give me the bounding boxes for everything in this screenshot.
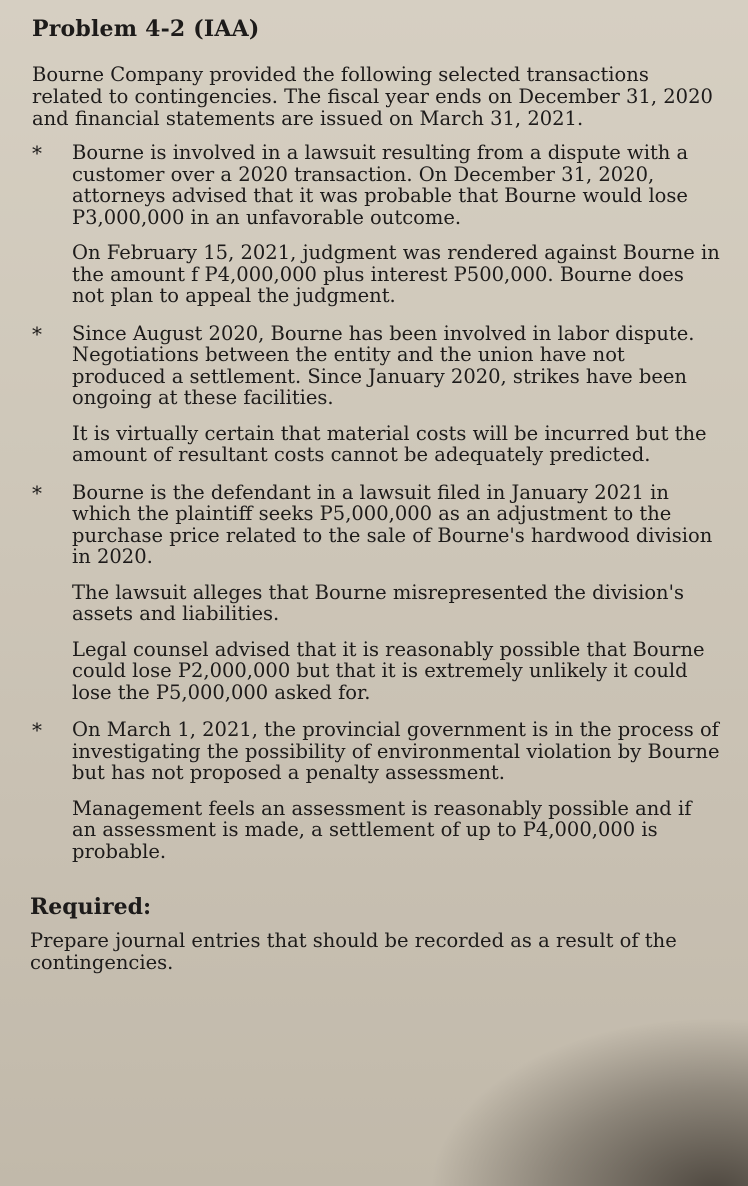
problem-title: Problem 4-2 (IAA) <box>32 16 260 42</box>
transaction-item <box>30 323 720 480</box>
problem-intro: Bourne Company provided the following selected transactions related to contingencies. The fiscal year ends on December 31, 2020 and financial statements are issued on March 31, 2021. <box>32 63 713 130</box>
transaction-paragraph: Bourne is the defendant in a lawsuit filed in January 2021 in which the plaintiff seeks P5,000,000 as an adjustment to the purchase price related to the sale of Bourne's hardwood division in 2020. <box>72 480 713 568</box>
transaction-body <box>72 323 720 480</box>
transaction-item <box>30 142 720 321</box>
bullet-star: * <box>32 321 42 346</box>
transaction-body <box>72 142 720 321</box>
transaction-body <box>72 482 720 718</box>
bullet-star: * <box>32 480 42 505</box>
transaction-body <box>72 719 720 876</box>
transaction-paragraph: On February 15, 2021, judgment was rendered against Bourne in the amount f P4,000,000 plus interest P500,000. Bourne does not plan to appeal the judgment. <box>72 241 720 307</box>
transaction-paragraph: Bourne is involved in a lawsuit resulting from a dispute with a customer over a 2020 transaction. On December 31, 2020, attorneys advised that it was probable that Bourne would lose P3,000,000 in an unfavorable outcome. <box>72 141 689 229</box>
transaction-paragraph: The lawsuit alleges that Bourne misrepresented the division's assets and liabilities. <box>72 580 684 625</box>
transaction-paragraph: Management feels an assessment is reasonably possible and if an assessment is made, a settlement of up to P4,000,000 is probable. <box>72 796 692 863</box>
bullet-star: * <box>32 141 42 165</box>
problem-content <box>30 16 720 974</box>
transaction-paragraph: It is virtually certain that material costs will be incurred but the amount of resultant costs cannot be adequately predicted. <box>72 421 707 466</box>
transaction-paragraph: Since August 2020, Bourne has been involved in labor dispute. Negotiations between the entity and the union have not produced a settlement. Since January 2020, strikes have been ongoing at these facilities. <box>72 321 695 409</box>
transaction-item <box>30 482 720 718</box>
required-heading: Required: <box>30 894 152 920</box>
transaction-paragraph: Legal counsel advised that it is reasonably possible that Bourne could lose P2,000,000 but that it is extremely unlikely it could lose the P5,000,000 asked for. <box>72 637 705 704</box>
transaction-item <box>30 719 720 876</box>
transaction-paragraph: On March 1, 2021, the provincial government is in the process of investigating the possibility of environmental violation by Bourne but has not proposed a penalty assessment. <box>72 718 720 784</box>
page-shadow <box>428 1016 748 1186</box>
required-instruction: Prepare journal entries that should be recorded as a result of the contingencies. <box>30 929 677 974</box>
bullet-star: * <box>32 718 42 742</box>
